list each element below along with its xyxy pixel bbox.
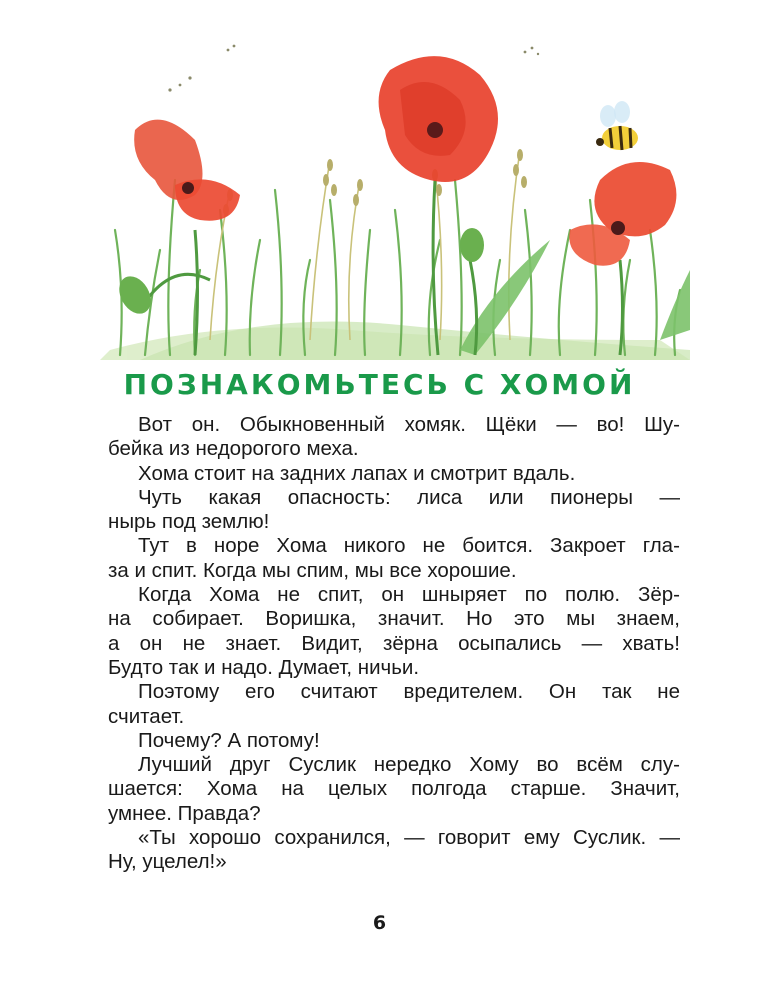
page-number: 6 [372,912,387,934]
poppy-left [134,120,240,221]
text-line: Лучший друг Суслик нередко Хому во всём слу- [138,753,680,777]
text-line: Вот он. Обыкновенный хомяк. Щёки — во! Шу- [138,413,680,436]
text-line: Почему? А потому! [138,728,320,752]
poppy-bud-center [460,228,484,262]
text-line: Ну, уцелел!» [108,850,227,874]
text-line: Поэтому его считают вредителем. Он так не [138,680,680,704]
text-line: Будто так и надо. Думает, ничьи. [108,655,420,679]
text-line: Тут в норе Хома никого не боится. Закроет гла- [138,534,680,558]
text-line: Хома стоит на задних лапах и смотрит вдаль. [138,461,576,485]
text-line: Чуть какая опасность: лиса или пионеры — [138,485,680,509]
poppy-field-illustration [100,30,690,360]
text-line: бейка из недорогого меха. [108,437,359,461]
text-line: шается: Хома на целых полгода старше. Значит, [108,777,680,801]
text-line: за и спит. Когда мы спим, мы все хорошие. [108,558,517,582]
chapter-title: ПОЗНАКОМЬТЕСЬ С ХОМОЙ [123,368,636,401]
grass-background [100,322,690,360]
text-line: Когда Хома не спит, он шныряет по полю. Зёр- [138,583,680,607]
text-line: а он не знает. Видит, зёрна осыпались — хвать! [108,631,680,655]
text-line: на собирает. Воришка, значит. Но это мы знаем, [108,607,680,631]
bee-icon [596,101,638,150]
poppy-right [569,162,676,266]
poppy-center [379,56,498,182]
body-text [108,413,680,875]
text-line: считает. [108,704,185,728]
text-line: нырь под землю! [108,510,270,534]
text-line: умнее. Правда? [108,801,261,825]
text-line: «Ты хорошо сохранился, — говорит ему Суслик. — [138,826,680,850]
